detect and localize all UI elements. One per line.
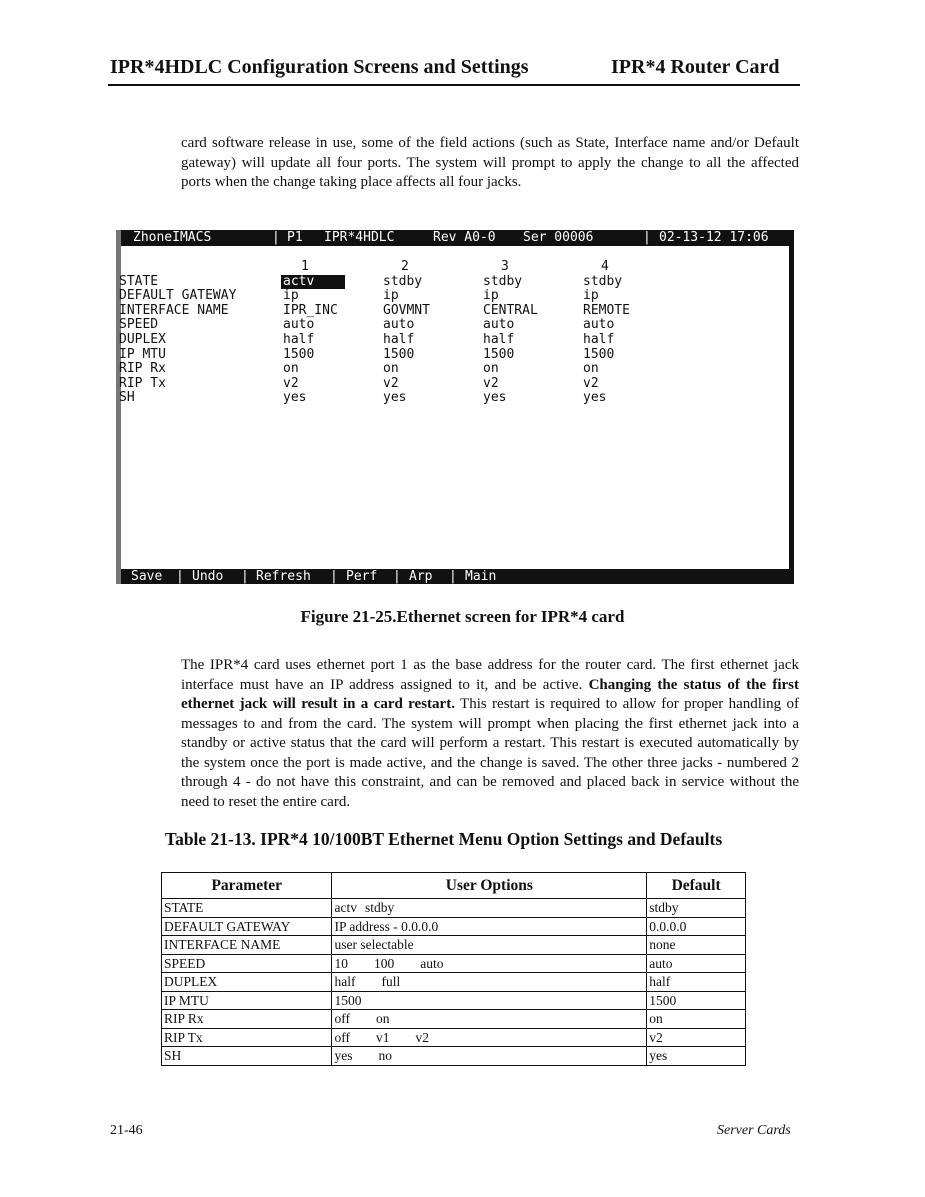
- field-value[interactable]: IPR_INC: [283, 302, 338, 318]
- field-value[interactable]: 1500: [483, 346, 515, 362]
- menu-save[interactable]: Save: [131, 569, 163, 584]
- field-label: IP MTU: [119, 346, 166, 362]
- default-cell: 0.0.0.0: [647, 917, 746, 936]
- parameter-cell: DEFAULT GATEWAY: [162, 917, 332, 936]
- user-options-cell: [332, 1047, 647, 1066]
- field-value[interactable]: auto: [483, 317, 515, 333]
- user-options-cell: [332, 973, 647, 992]
- table-caption: Table 21-13. IPR*4 10/100BT Ethernet Menu Option Settings and Defaults: [165, 829, 723, 849]
- parameter-cell: SPEED: [162, 954, 332, 973]
- table-row: [162, 954, 746, 973]
- menu-arp[interactable]: Arp: [409, 569, 433, 584]
- status-rev: Rev A0-0: [433, 230, 496, 245]
- field-value[interactable]: half: [283, 331, 315, 347]
- parameter-cell: RIP Tx: [162, 1028, 332, 1047]
- menu-main[interactable]: Main: [465, 569, 497, 584]
- option-value: on: [375, 1011, 390, 1027]
- option-value: IP address - 0.0.0.0: [334, 918, 439, 934]
- port-column-header: 2: [401, 259, 409, 274]
- menu-refresh[interactable]: Refresh: [256, 569, 311, 584]
- header-parameter: Parameter: [162, 873, 332, 899]
- field-value[interactable]: auto: [383, 317, 415, 333]
- field-value[interactable]: on: [483, 361, 499, 377]
- footer-section: Server Cards: [717, 1123, 791, 1138]
- field-value[interactable]: stdby: [583, 273, 623, 289]
- default-cell: 1500: [647, 991, 746, 1010]
- table-row: [162, 936, 746, 955]
- parameter-cell: IP MTU: [162, 991, 332, 1010]
- menu-divider: |: [330, 569, 338, 584]
- field-value[interactable]: v2: [383, 375, 399, 391]
- field-label: DUPLEX: [119, 331, 166, 347]
- field-value[interactable]: ip: [483, 288, 499, 304]
- option-value: 100: [373, 955, 395, 971]
- menu-divider: |: [449, 569, 457, 584]
- figure-caption: Figure 21-25.Ethernet screen for IPR*4 card: [300, 607, 625, 626]
- field-label: SPEED: [119, 317, 159, 333]
- table-header-row: [162, 873, 746, 899]
- user-options-cell: [332, 899, 647, 918]
- menu-divider: |: [176, 569, 184, 584]
- header-rule: [108, 84, 800, 86]
- parameter-cell: STATE: [162, 899, 332, 918]
- table-row: [162, 917, 746, 936]
- user-options-cell: [332, 954, 647, 973]
- user-options-cell: [332, 1028, 647, 1047]
- terminal-screen: [116, 230, 794, 584]
- field-value[interactable]: stdby: [383, 273, 423, 289]
- user-options-cell: [332, 936, 647, 955]
- option-value: off: [334, 1011, 350, 1027]
- parameter-cell: RIP Rx: [162, 1010, 332, 1029]
- field-value[interactable]: auto: [283, 317, 315, 333]
- menu-perf[interactable]: Perf: [346, 569, 378, 584]
- option-value: off: [334, 1029, 350, 1045]
- menu-divider: |: [393, 569, 401, 584]
- status-serial: Ser 00006: [523, 230, 594, 245]
- default-cell: none: [647, 936, 746, 955]
- parameter-cell: DUPLEX: [162, 973, 332, 992]
- status-card: IPR*4HDLC: [324, 230, 395, 245]
- table-row: [162, 899, 746, 918]
- body-text: This restart is required to allow for proper handling of messages to and from the card. The system will prompt when placing the first ethernet jack into a standby or active status that the card will perform a restart. This restart is executed automatically by the system once the port is made active, and the change is saved. The other three jacks - numbered 2 through 4 - do not have this constraint, and can be removed and placed back in service without the need to reset the entire card.: [181, 696, 799, 810]
- field-value[interactable]: yes: [383, 390, 407, 406]
- field-value[interactable]: v2: [283, 375, 299, 391]
- user-options-cell: [332, 991, 647, 1010]
- field-value[interactable]: on: [283, 361, 299, 377]
- user-options-cell: [332, 917, 647, 936]
- menu-undo[interactable]: Undo: [192, 569, 224, 584]
- port-column-header: 1: [301, 259, 309, 274]
- status-slot: P1: [287, 230, 303, 245]
- table-row: [162, 973, 746, 992]
- option-value: half: [334, 974, 356, 990]
- field-value[interactable]: yes: [583, 390, 607, 406]
- table-body: [162, 899, 746, 1066]
- options-table: [161, 872, 746, 1066]
- field-label: RIP Rx: [119, 361, 166, 377]
- option-value: actv: [334, 900, 357, 916]
- field-value[interactable]: 1500: [283, 346, 315, 362]
- field-value[interactable]: half: [483, 331, 515, 347]
- field-value[interactable]: GOVMNT: [383, 302, 430, 318]
- status-divider: |: [272, 230, 280, 245]
- field-value[interactable]: v2: [483, 375, 499, 391]
- field-value[interactable]: stdby: [483, 273, 523, 289]
- field-label: RIP Tx: [119, 375, 166, 391]
- port-column-header: 3: [501, 259, 509, 274]
- field-value[interactable]: 1500: [383, 346, 415, 362]
- header-title: IPR*4HDLC Configuration Screens and Settings: [110, 56, 529, 78]
- body-bold-warning: Changing the status of the first ethernet jack will result in a card restart.: [181, 676, 799, 712]
- field-value[interactable]: half: [583, 331, 615, 347]
- default-cell: yes: [647, 1047, 746, 1066]
- field-value[interactable]: on: [583, 361, 599, 377]
- option-value: 10: [334, 955, 348, 971]
- header-user-options: User Options: [332, 873, 647, 899]
- field-value[interactable]: yes: [483, 390, 507, 406]
- field-label: INTERFACE NAME: [119, 302, 229, 318]
- menu-divider: |: [241, 569, 249, 584]
- terminal-right-border: [789, 230, 794, 570]
- status-divider: |: [643, 230, 651, 245]
- parameter-cell: INTERFACE NAME: [162, 936, 332, 955]
- default-cell: half: [647, 973, 746, 992]
- intro-paragraph: card software release in use, some of the field actions (such as State, Interface name and/or Default gateway) will update all four ports. The system will prompt to apply the change to all the affected ports when the change taking place affects all four jacks.: [181, 135, 799, 190]
- option-value: 1500: [334, 992, 362, 1008]
- status-system: ZhoneIMACS: [133, 230, 212, 245]
- field-value[interactable]: ip: [283, 288, 299, 304]
- field-value[interactable]: ip: [383, 288, 399, 304]
- option-value: v2: [415, 1029, 429, 1045]
- field-label: STATE: [119, 273, 159, 289]
- default-cell: on: [647, 1010, 746, 1029]
- table-row: [162, 1028, 746, 1047]
- field-value[interactable]: yes: [283, 390, 307, 406]
- terminal-menu-bar: [121, 569, 794, 584]
- parameter-cell: SH: [162, 1047, 332, 1066]
- field-value[interactable]: v2: [583, 375, 599, 391]
- header-card-name: IPR*4 Router Card: [611, 56, 780, 78]
- port-column-header: 4: [601, 259, 609, 274]
- field-label: DEFAULT GATEWAY: [119, 288, 237, 304]
- terminal-status-bar: [121, 230, 789, 246]
- option-value: stdby: [364, 900, 395, 916]
- header-default: Default: [647, 873, 746, 899]
- option-value: no: [378, 1048, 392, 1064]
- field-value[interactable]: half: [383, 331, 415, 347]
- default-cell: v2: [647, 1028, 746, 1047]
- field-value[interactable]: CENTRAL: [483, 302, 538, 318]
- option-value: full: [381, 974, 401, 990]
- table-row: [162, 991, 746, 1010]
- table-row: [162, 1010, 746, 1029]
- page-number: 21-46: [110, 1123, 143, 1138]
- field-value[interactable]: ip: [583, 288, 599, 304]
- user-options-cell: [332, 1010, 647, 1029]
- default-cell: stdby: [647, 899, 746, 918]
- default-cell: auto: [647, 954, 746, 973]
- field-value[interactable]: actv: [281, 275, 345, 290]
- field-value[interactable]: auto: [583, 317, 615, 333]
- body-text: The IPR*4 card uses ethernet port 1 as the base address for the router card. The first ethernet jack interface must have an IP address assigned to it, and be active.: [181, 657, 799, 693]
- option-value: yes: [334, 1048, 353, 1064]
- option-value: auto: [420, 955, 444, 971]
- option-value: user selectable: [334, 937, 414, 953]
- field-value[interactable]: REMOTE: [583, 302, 630, 318]
- table-row: [162, 1047, 746, 1066]
- field-label: SH: [119, 390, 135, 406]
- field-value[interactable]: 1500: [583, 346, 615, 362]
- field-value[interactable]: on: [383, 361, 399, 377]
- body-paragraph: [181, 656, 799, 812]
- status-datetime: 02-13-12 17:06: [659, 230, 769, 245]
- option-value: v1: [375, 1029, 390, 1045]
